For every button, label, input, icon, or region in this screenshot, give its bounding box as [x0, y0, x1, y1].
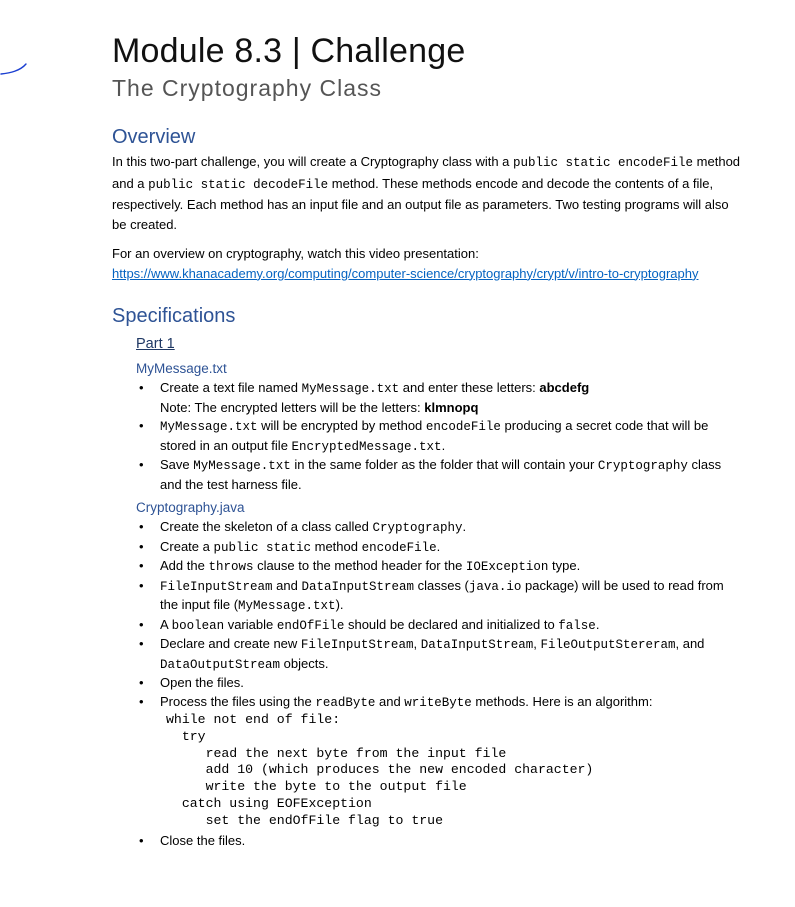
bullet-dot-icon: • — [139, 519, 144, 534]
overview-heading: Overview — [112, 126, 196, 148]
code-term: public static decodeFile — [148, 177, 329, 192]
text-run: , — [533, 636, 541, 651]
code-line: add 10 (which produces the new encoded character) — [166, 762, 594, 778]
text-run: objects. — [280, 655, 329, 671]
text-run: . — [462, 519, 467, 534]
bullet-item — [139, 456, 742, 494]
code-term: IOException — [465, 560, 549, 574]
text-run: Save — [160, 457, 194, 472]
code-term: public static encodeFile — [513, 156, 694, 170]
overview-paragraph — [112, 152, 742, 234]
text-run: and — [272, 577, 302, 593]
code-term: FileInputStream — [160, 579, 273, 594]
bullet-dot-icon: • — [139, 636, 144, 651]
code-term: EncryptedMessage.txt — [291, 439, 442, 454]
bullet-item — [139, 616, 742, 636]
text-run: Process the files using the — [160, 693, 316, 709]
bullet-item — [139, 832, 742, 851]
bullet-item — [139, 577, 742, 616]
bullet-item — [139, 538, 742, 558]
text-run: classes ( — [413, 577, 469, 593]
code-term: encodeFile — [425, 420, 501, 434]
mymessage-heading: MyMessage.txt — [136, 361, 227, 376]
code-term: false — [558, 618, 596, 633]
text-run: In this two-part challenge, you will create a Cryptography class with a — [112, 154, 514, 169]
code-term: Cryptography — [597, 459, 688, 473]
part-1-heading: Part 1 — [136, 336, 175, 352]
text-run: and — [375, 693, 405, 709]
text-run: and enter these letters: — [399, 380, 540, 395]
bullet-dot-icon: • — [139, 675, 144, 690]
code-term: MyMessage.txt — [193, 459, 291, 473]
code-line: catch using EOFException — [166, 795, 372, 811]
text-run: in the same folder as the folder that will contain your — [290, 457, 598, 472]
code-term: encodeFile — [361, 540, 437, 555]
bullet-dot-icon: • — [139, 832, 144, 848]
bullet-item — [139, 635, 742, 674]
mymessage-list — [136, 379, 742, 494]
bullet-dot-icon: • — [139, 418, 144, 433]
cryptography-list — [136, 518, 742, 712]
text-run: Create a — [160, 538, 214, 554]
page-subtitle: The Cryptography Class — [112, 75, 382, 101]
bullet-dot-icon: • — [139, 538, 144, 554]
code-term: Cryptography — [372, 521, 463, 535]
text-run: , and — [675, 636, 705, 651]
pen-annotation-mark — [0, 58, 32, 78]
specifications-body — [112, 334, 742, 850]
page-title: Module 8.3 | Challenge — [112, 32, 466, 70]
final-list — [136, 832, 742, 851]
text-run: method and a — [112, 154, 741, 191]
code-term: MyMessage.txt — [301, 382, 400, 396]
text-run: should be declared and initialized to — [344, 616, 559, 632]
khan-academy-link[interactable]: https://www.khanacademy.org/computing/computer-science/cryptography/crypt/v/intro-to-cryptography — [112, 265, 699, 281]
text-run: Open the files. — [160, 675, 244, 690]
text-run: Declare and create new — [160, 636, 301, 651]
code-term: boolean — [171, 618, 225, 633]
text-run: Note: The encrypted letters will be the letters: — [160, 399, 425, 415]
code-line: set the endOfFile flag to true — [166, 812, 443, 828]
code-term: public static — [213, 540, 312, 555]
bullet-item — [139, 557, 742, 577]
specifications-heading: Specifications — [112, 305, 236, 327]
text-run: Create a text file named — [160, 380, 302, 395]
code-term: MyMessage.txt — [238, 599, 336, 613]
text-run: type. — [548, 558, 581, 573]
code-term: FileInputStream — [300, 638, 414, 652]
text-run: will be encrypted by method — [257, 418, 426, 433]
bullet-item — [139, 417, 742, 456]
text-run: class and the test harness file. — [160, 457, 722, 492]
bullet-item — [139, 693, 742, 713]
cryptography-heading: Cryptography.java — [136, 500, 245, 515]
text-run: Add the — [160, 558, 209, 573]
code-term: DataInputStream — [301, 579, 414, 594]
code-line: try — [166, 728, 206, 744]
bullet-item — [139, 674, 742, 693]
text-run: Close the files. — [160, 832, 246, 848]
bullet-dot-icon: • — [139, 457, 144, 472]
text-run: clause to the method header for the — [253, 558, 466, 573]
text-run: . — [436, 538, 441, 554]
video-intro-text: For an overview on cryptography, watch this video presentation: — [112, 246, 479, 261]
bullet-dot-icon: • — [139, 558, 144, 573]
algorithm-code-block — [136, 712, 742, 830]
text-run: ). — [335, 597, 344, 612]
code-line: while not end of file: — [166, 712, 341, 727]
overview-video-paragraph — [112, 244, 742, 283]
code-term: java.io — [468, 579, 522, 594]
code-term: endOfFile — [276, 618, 345, 633]
text-run: method — [311, 538, 362, 554]
code-term: MyMessage.txt — [160, 420, 258, 434]
bullet-item — [139, 379, 742, 417]
code-term: DataOutputStream — [160, 657, 281, 672]
text-run: . — [595, 616, 600, 632]
bullet-dot-icon: • — [139, 380, 144, 395]
text-run: Create the skeleton of a class called — [160, 519, 373, 534]
document-page — [112, 28, 742, 850]
text-run: methods. Here is an algorithm: — [471, 693, 653, 709]
bold-text: klmnopq — [424, 399, 479, 415]
bullet-item — [139, 518, 742, 538]
code-term: DataInputStream — [420, 638, 534, 652]
text-run: producing a secret code that will be stored in an output file — [160, 418, 709, 453]
bullet-dot-icon: • — [139, 577, 144, 593]
bullet-dot-icon: • — [139, 616, 144, 632]
text-run: A — [160, 616, 172, 632]
text-run: , — [413, 636, 421, 651]
code-term: readByte — [315, 695, 376, 710]
code-term: throws — [208, 560, 254, 574]
text-run: package) will be used to read from the input file ( — [160, 577, 724, 612]
bullet-dot-icon: • — [139, 693, 144, 709]
text-run: . — [441, 437, 446, 453]
code-line: write the byte to the output file — [166, 779, 467, 795]
text-run: method. These methods encode and decode the contents of a file, respectively. Each method has an input file and an output file as parameters. Two testing programs will also be created. — [112, 175, 729, 232]
bold-text: abcdefg — [539, 380, 590, 395]
code-line: read the next byte from the input file — [166, 745, 507, 761]
text-run: variable — [224, 616, 277, 632]
code-term: FileOutputStereram — [540, 638, 676, 652]
code-term: writeByte — [404, 695, 472, 710]
